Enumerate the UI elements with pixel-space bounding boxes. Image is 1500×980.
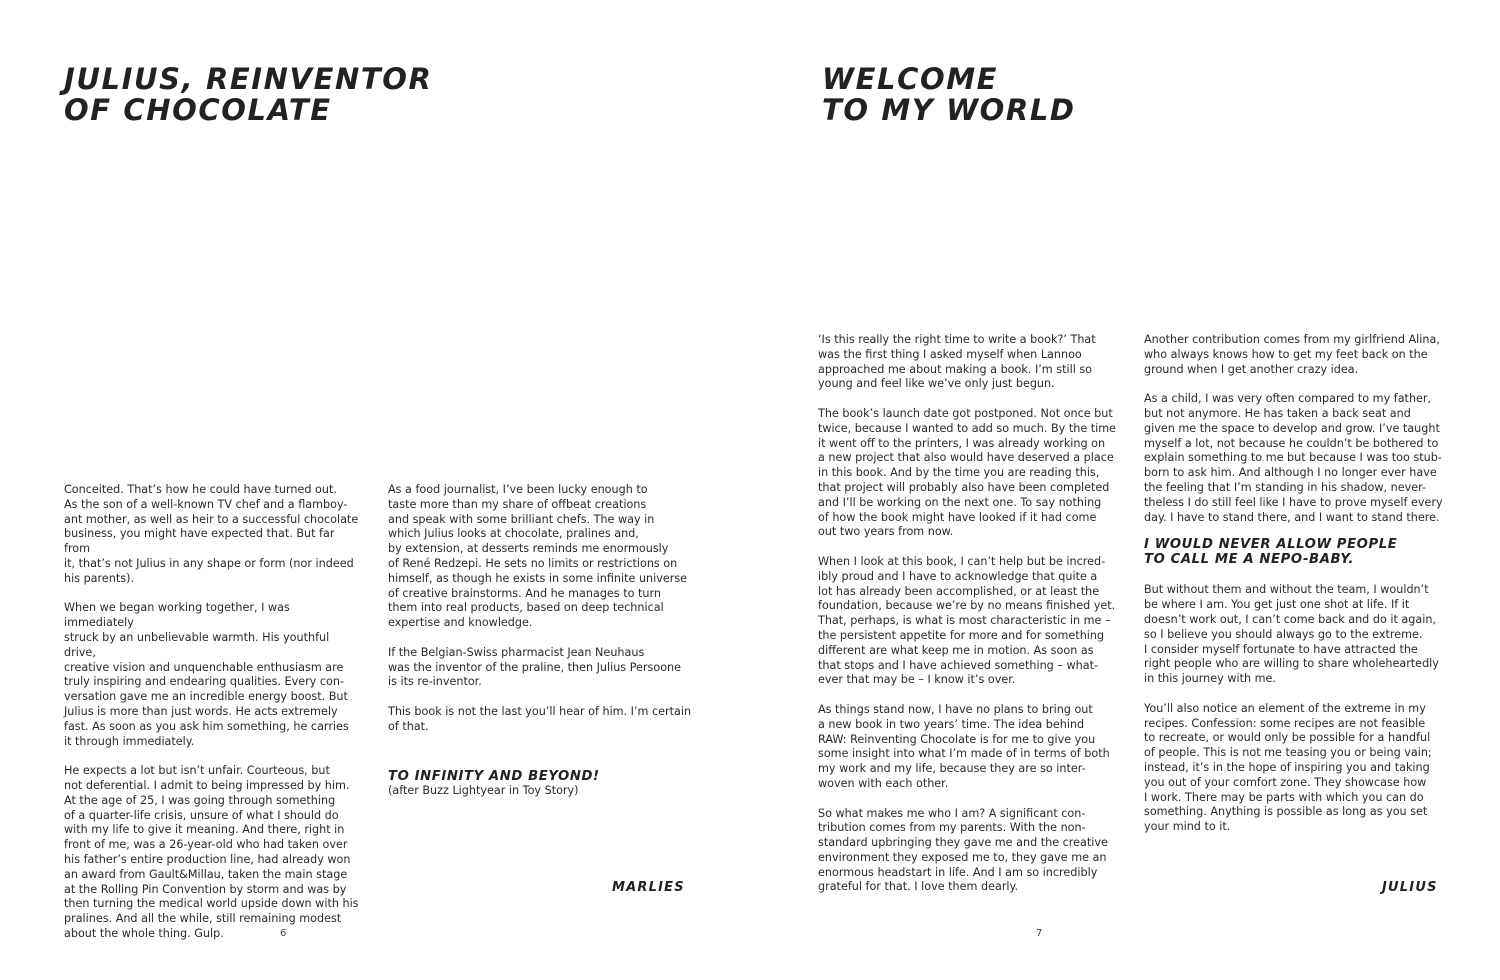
quote-note: (after Buzz Lightyear in Toy Story) xyxy=(388,784,579,798)
page-number-right: 7 xyxy=(1036,928,1043,939)
paragraph: As things stand now, I have no plans to bring out a new book in two years’ time. The idea behind RAW: Reinventing Chocolate is for me to give you some insight into what I’m made of in terms of both my work and my life, because they are so inter- woven with each other. xyxy=(818,702,1110,790)
left-column-1 xyxy=(64,483,360,957)
section-heading: I WOULD NEVER ALLOW PEOPLE TO CALL ME A NEPO-BABY. xyxy=(1144,537,1398,568)
signature-marlies: MARLIES xyxy=(612,880,685,895)
left-page-title: JULIUS, REINVENTOR OF CHOCOLATE xyxy=(64,62,433,127)
signature-julius: JULIUS xyxy=(1382,880,1438,895)
right-page-title: WELCOME TO MY WORLD xyxy=(822,62,1076,127)
paragraph: When I look at this book, I can’t help but be incred- ibly proud and I have to acknowledge that quite a lot has already been accomplished, or at least the foundation, because we’re by no means finished yet. That, perhaps, is what is most characteristic in me – the persistent appetite for more and for something different are what keep me in motion. As soon as that stops and I have achieved something – what- ever that may be – I know it’s over. xyxy=(818,554,1116,687)
right-page xyxy=(750,0,1500,980)
right-column-2 xyxy=(1144,333,1444,850)
paragraph: This book is not the last you’ll hear of him. I’m certain of that. xyxy=(388,704,692,733)
paragraph: As a child, I was very often compared to my father, but not anymore. He has taken a back seat and given me the space to develop and grow. I’ve taught myself a lot, not because he couldn’t be bothered to explain something to me but because I was too stub- born to ask him. And although I no longer ever have the feeling that I’m standing in his shadow, never- theless I do still feel like I have to prove myself every day. I have to stand there, and I want to stand there. xyxy=(1144,392,1443,524)
paragraph: Another contribution comes from my girlfriend Alina, who always knows how to get my feet back on the ground when I get another crazy idea. xyxy=(1144,333,1440,376)
paragraph: He expects a lot but isn’t unfair. Courteous, but not deferential. I admit to being impressed by him. At the age of 25, I was going through something of a quarter-life crisis, unsure of what I should do with my life to give it meaning. And there, right in front of me, was a 26-year-old who had taken over his father’s entire production line, had already won an award from Gault&Millau, taken the main stage at the Rolling Pin Convention by storm and was by then turning the medical world upside down with his pralines. And all the while, still remaining modest about the whole thing. Gulp. xyxy=(64,764,359,940)
paragraph: If the Belgian-Swiss pharmacist Jean Neuhaus was the inventor of the praline, then Julius Persoone is its re-inventor. xyxy=(388,645,682,689)
paragraph: You’ll also notice an element of the extreme in my recipes. Confession: some recipes are not feasible to recreate, or would only be possible for a handful of people. This is not me teasing you or being vain; instead, it’s in the hope of inspiring you and taking you out of your comfort zone. They showcase how I work. There may be parts with which you can do something. Anything is possible as long as you set your mind to it. xyxy=(1144,701,1432,834)
paragraph: So what makes me who I am? A significant con- tribution comes from my parents. With the non- standard upbringing they gave me and the creative environment they exposed me to, they gave me an enormous headstart in life. And I am so incredibly grateful for that. I love them dearly. xyxy=(818,806,1108,894)
paragraph: Conceited. That’s how he could have turned out. As the son of a well-known TV chef and a flamboy- ant mother, as well as heir to a successful chocolate business, you might have expected that. But far from it, that’s not Julius in any shape or form (nor indeed his parents). xyxy=(64,483,359,585)
left-column-2 xyxy=(388,483,698,814)
paragraph: But without them and without the team, I wouldn’t be where I am. You get just one shot at life. If it doesn’t work out, I can’t come back and do it again, so I believe you should always go to the extreme. I consider myself fortunate to have attracted the right people who are willing to share wholeheartedly in this journey with me. xyxy=(1144,583,1439,686)
quote-heading: TO INFINITY AND BEYOND! xyxy=(388,769,600,785)
paragraph: ‘Is this really the right time to write a book?’ That was the first thing I asked myself when Lannoo approached me about making a book. I’m still so young and feel like we’ve only just begun. xyxy=(818,333,1096,391)
paragraph: As a food journalist, I’ve been lucky enough to taste more than my share of offbeat creations and speak with some brilliant chefs. The way in which Julius looks at chocolate, pralines and, by extension, at desserts reminds me enormously of René Redzepi. He sets no limits or restrictions on himself, as though he exists in some infinite universe of creative brainstorms. And he manages to turn them into real products, based on deep technical expertise and knowledge. xyxy=(388,483,688,630)
right-column-1 xyxy=(818,333,1122,910)
paragraph: The book’s launch date got postponed. Not once but twice, because I wanted to add so much. By the time it went off to the printers, I was already working on a new project that also would have deserved a place in this book. And by the time you are reading this, that project will probably also have been completed and I’ll be working on the next one. To say nothing of how the book might have looked if it had come out two years from now. xyxy=(818,406,1117,539)
page-number-left: 6 xyxy=(280,928,287,939)
paragraph: When we began working together, I was immediately struck by an unbelievable warmth. His youthful drive, creative vision and unquenchable enthusiasm are truly inspiring and endearing qualities. Every con- versation gave me an incredible energy boost. But Julius is more than just words. He acts extremely fast. As soon as you ask him something, he carries it through immediately. xyxy=(64,601,349,748)
